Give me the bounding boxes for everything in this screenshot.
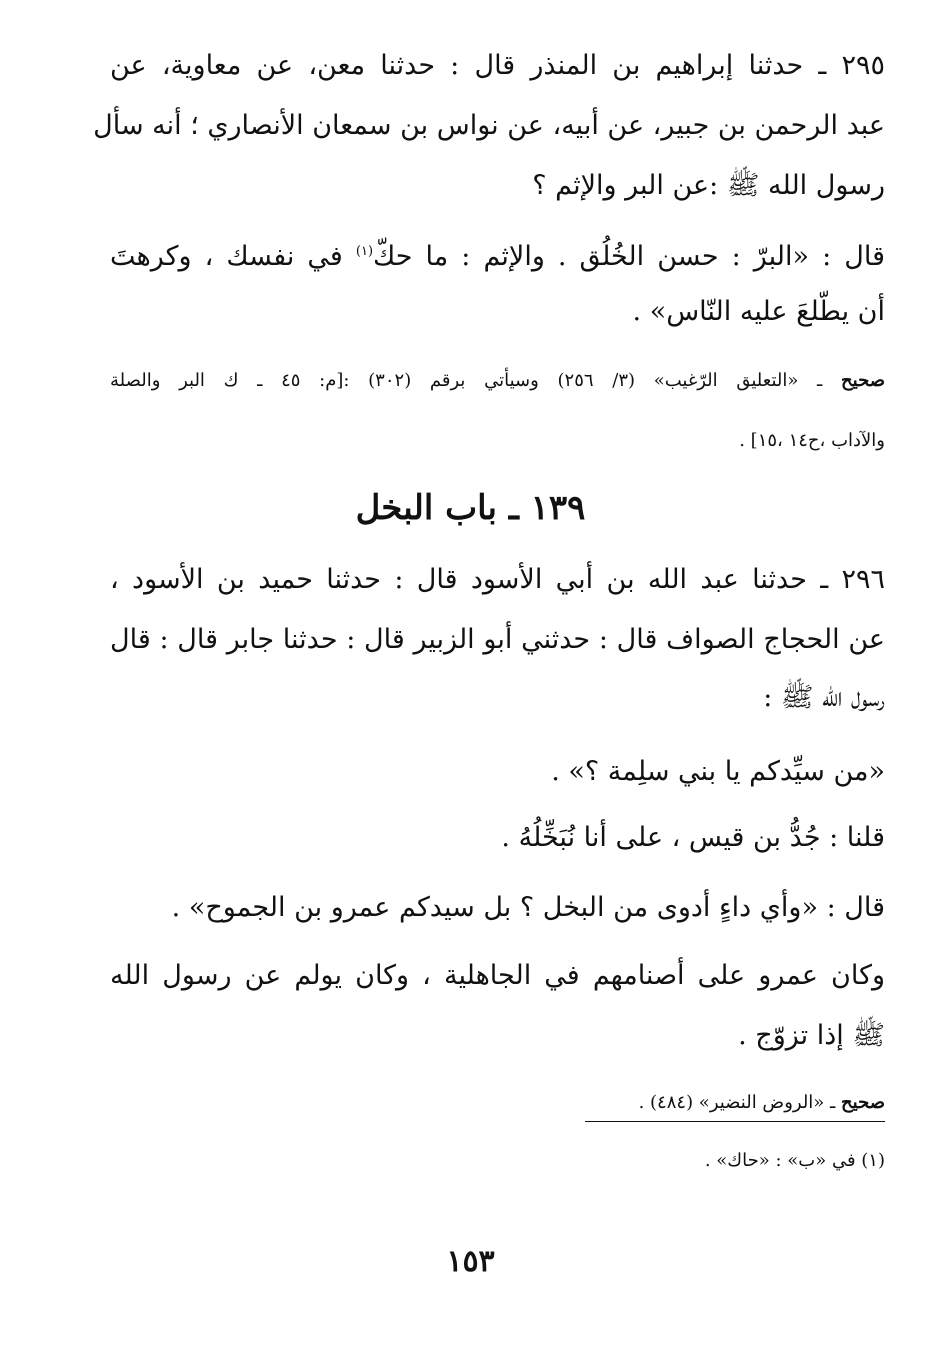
grading-label: صحيح bbox=[841, 370, 885, 391]
dialogue-line-3: قال : «وأي داءٍ أدوى من البخل ؟ بل سيدكم عمرو بن الجموح» . bbox=[171, 892, 885, 923]
hadith-295-line-1: ٢٩٥ ـ حدثنا إبراهيم بن المنذر قال : حدثنا معن، عن معاوية، عن bbox=[110, 50, 885, 81]
hadith-295-grading-line-1 bbox=[110, 366, 885, 396]
hadith-295-grading-line-2: والآداب ،ح١٤ ،١٥] . bbox=[739, 430, 885, 451]
closing-line-1: وكان عمرو على أصنامهم في الجاهلية ، وكان يولم عن رسول الله bbox=[110, 960, 885, 991]
hadith-295-line-2: عبد الرحمن بن جبير، عن أبيه، عن نواس بن سمعان الأنصاري ؛ أنه سأل bbox=[93, 110, 885, 141]
footnote-reference[interactable]: (١) bbox=[355, 244, 374, 259]
hadith-296-line-3: رسول الله ﷺ : bbox=[763, 682, 885, 713]
grading-source: ـ «التعليق الرّغيب» (٣/ ٢٥٦) وسيأتي برقم (٣٠٢) :[م: ٤٥ ـ ك البر والصلة bbox=[110, 370, 842, 391]
dialogue-line-1: «من سيِّدكم يا بني سلِمة ؟» . bbox=[551, 756, 885, 787]
dialogue-line-2: قلنا : جُدُّ بن قيس ، على أنا نُبَخِّلُهُ . bbox=[501, 822, 885, 853]
footnote: (١) في «ب» : «حاك» . bbox=[704, 1150, 885, 1171]
closing-line-2: ﷺ إذا تزوّج . bbox=[738, 1020, 885, 1051]
hadith-295-line-3: رسول الله ﷺ :عن البر والإثم ؟ bbox=[532, 170, 885, 201]
hadith-296-grading bbox=[639, 1088, 885, 1118]
answer-text-start: قال : «البرّ : حسن الخُلُق . والإثم : ما حكّ bbox=[373, 241, 885, 272]
hadith-296-line-2: عن الحجاج الصواف قال : حدثني أبو الزبير قال : حدثنا جابر قال : قال bbox=[110, 624, 885, 655]
grading-label: صحيح bbox=[841, 1092, 885, 1113]
grading-source: ـ «الروض النضير» (٤٨٤) . bbox=[638, 1092, 842, 1113]
hadith-295-answer-line-1 bbox=[110, 232, 885, 277]
page-number: ١٥٣ bbox=[446, 1244, 495, 1279]
answer-text-end: في نفسك ، وكرهتَ bbox=[110, 241, 356, 272]
hadith-295-answer-line-2: أن يطّلعَ عليه النّاس» . bbox=[632, 296, 885, 327]
hadith-296-line-1: ٢٩٦ ـ حدثنا عبد الله بن أبي الأسود قال : حدثنا حميد بن الأسود ، bbox=[110, 564, 885, 595]
chapter-heading: ١٣٩ ـ باب البخل bbox=[355, 488, 586, 528]
footnote-separator bbox=[585, 1121, 885, 1122]
